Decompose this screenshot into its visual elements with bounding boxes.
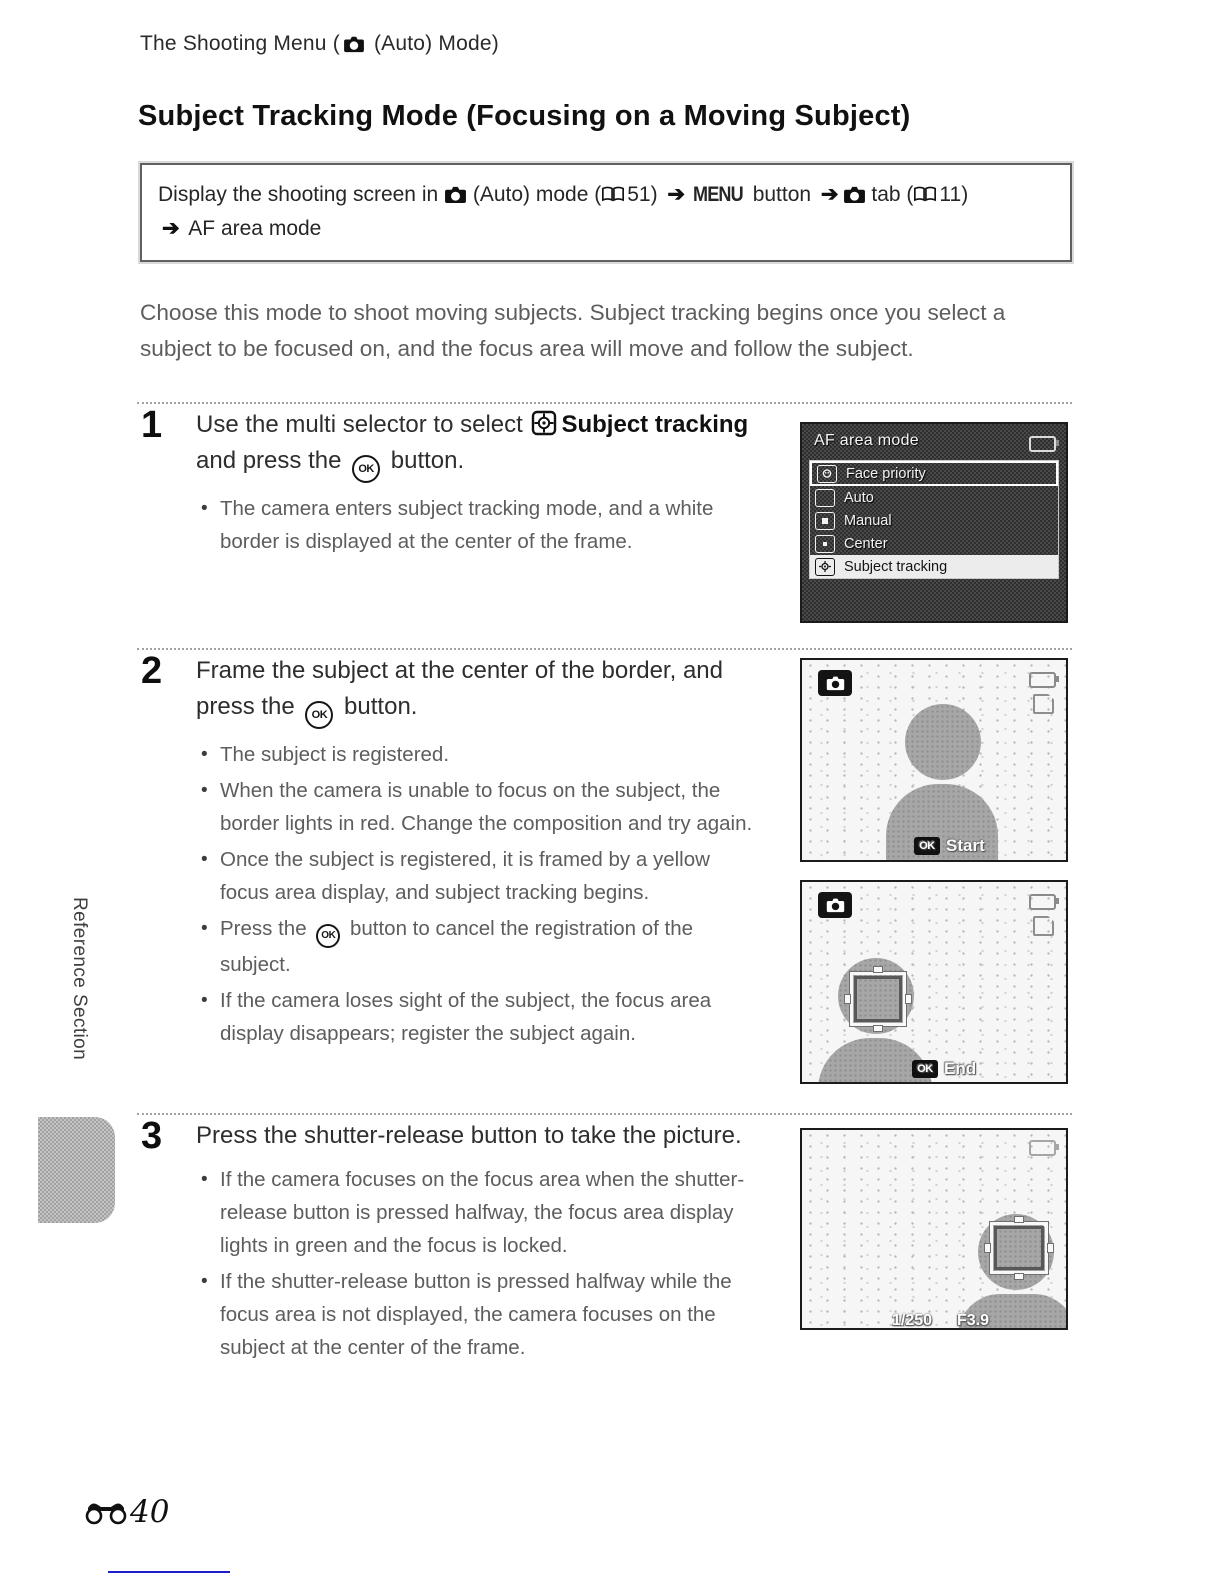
shutter-speed-value: 1/250 <box>892 1312 933 1329</box>
step-2-bullets <box>196 738 756 1050</box>
ok-button-label: OK <box>358 463 374 475</box>
bullet-text: If the camera focuses on the focus area when the shutter-release button is pressed halfway, the focus area display lights in green and the focus is locked. <box>220 1168 745 1257</box>
focus-frame-notch <box>984 1243 991 1253</box>
focus-frame-notch <box>873 1025 883 1032</box>
step-2-title <box>196 653 756 729</box>
ok-button-label: OK <box>321 930 336 941</box>
step-divider <box>137 1113 1072 1115</box>
footer-rule <box>108 1571 230 1573</box>
menu-item-label: Auto <box>844 489 874 506</box>
menu-item-subject-tracking <box>810 555 1058 578</box>
reference-section-icon <box>84 1498 128 1526</box>
focus-corner-bracket <box>915 720 931 734</box>
step-3-title <box>196 1118 756 1154</box>
procedure-line-2 <box>158 212 1054 246</box>
menu-screen <box>802 424 1066 621</box>
arrow-icon: ➔ <box>667 183 686 206</box>
bullet-item <box>220 738 756 771</box>
ok-button-icon <box>352 455 380 483</box>
procedure-box <box>140 163 1072 262</box>
ok-end-label <box>912 1059 976 1079</box>
camera-tab-icon <box>843 185 866 204</box>
focus-frame-notch <box>1047 1243 1054 1253</box>
bullet-text: The camera enters subject tracking mode, and a white border is displayed at the center of the frame. <box>220 497 714 553</box>
step-title-text: Use the multi selector to select <box>196 411 530 438</box>
procedure-text: button <box>746 183 817 206</box>
bullet-text: If the camera loses sight of the subject, the focus area display disappears; register the subject again. <box>220 988 712 1045</box>
focus-area-frame <box>850 972 906 1026</box>
page-ref: 11 <box>939 183 962 206</box>
intro-paragraph: Choose this mode to shoot moving subjects. Subject tracking begins once you select a subject to be focused on, and the focus area will move and follow the subject. <box>140 299 1006 361</box>
center-icon <box>815 535 835 553</box>
bullet-item <box>220 984 756 1050</box>
page-number <box>84 1494 169 1530</box>
menu-button-label: MENU <box>693 183 743 206</box>
step-title-text: and press the <box>196 447 349 474</box>
bullet-text: If the shutter-release button is pressed halfway while the focus area is not displayed, the camera focuses on the subject at the center of the frame. <box>220 1270 732 1359</box>
menu-item-label: Manual <box>844 512 892 529</box>
menu-item-label: Center <box>844 535 888 552</box>
step-1-bullets <box>196 492 756 558</box>
bullet-text: Press the <box>220 917 313 940</box>
shooting-mode-icon <box>818 670 852 696</box>
procedure-text: ) <box>650 183 664 206</box>
camera-screen <box>802 660 1066 860</box>
af-area-mode-menu-screenshot <box>800 422 1068 623</box>
ok-start-label <box>914 836 985 856</box>
procedure-text: (Auto) mode ( <box>467 183 602 206</box>
face-priority-icon <box>817 465 837 483</box>
ok-button-icon: OK <box>912 1060 938 1078</box>
focus-frame-notch <box>905 994 912 1004</box>
running-header-pre: The Shooting Menu ( <box>140 32 340 55</box>
procedure-text: ) <box>961 183 969 206</box>
camera-screen <box>802 1130 1066 1328</box>
ok-button-icon <box>316 924 340 948</box>
menu-item-label: Face priority <box>846 465 926 482</box>
step-number: 2 <box>141 650 163 692</box>
focus-corner-bracket <box>957 720 973 734</box>
arrow-icon: ➔ <box>820 183 839 206</box>
page-title: Subject Tracking Mode (Focusing on a Moving Subject) <box>138 100 911 132</box>
menu-item-manual <box>810 509 1058 532</box>
step-2 <box>196 653 756 1053</box>
bullet-text: The subject is registered. <box>220 743 450 766</box>
procedure-line-1 <box>158 178 1054 212</box>
shooting-mode-icon <box>818 892 852 918</box>
focus-area-frame <box>990 1222 1048 1274</box>
bullet-item <box>220 912 756 981</box>
tracking-end-screenshot <box>800 880 1068 1084</box>
bullet-text: When the camera is unable to focus on the subject, the border lights in red. Change the composition and try again. <box>220 779 753 835</box>
menu-list <box>809 460 1059 579</box>
bullet-item <box>220 1163 756 1262</box>
step-divider <box>137 648 1072 650</box>
chapter-tab <box>38 1117 115 1223</box>
step-1 <box>196 407 756 561</box>
focus-border-brackets <box>915 720 973 768</box>
bullet-text: Once the subject is registered, it is framed by a yellow focus area display, and subject tracking begins. <box>220 848 710 904</box>
focus-frame-notch <box>873 966 883 973</box>
step-title-text: button. <box>384 447 465 474</box>
step-title-text: Press the shutter-release button to take the picture. <box>196 1122 742 1149</box>
bullet-item <box>220 843 756 909</box>
end-label: End <box>944 1059 977 1078</box>
step-title-text: button. <box>337 693 418 720</box>
procedure-text: AF area mode <box>183 217 322 240</box>
tracking-target-icon <box>815 558 835 576</box>
running-header <box>140 32 499 56</box>
procedure-text: tab ( <box>865 183 914 206</box>
subject-tracking-icon <box>531 410 557 436</box>
menu-item-face-priority <box>810 461 1058 486</box>
bullet-text: button to cancel the registration of the subject. <box>220 917 694 976</box>
bullet-item <box>220 774 756 840</box>
running-header-post: (Auto) Mode) <box>367 32 499 55</box>
focus-frame-notch <box>1014 1273 1024 1280</box>
manual-icon <box>815 512 835 530</box>
step-3 <box>196 1118 756 1367</box>
aperture-value: F3.9 <box>957 1312 990 1329</box>
focus-corner-bracket <box>957 754 973 768</box>
arrow-icon: ➔ <box>162 217 180 240</box>
step-1-title <box>196 407 756 483</box>
ok-button-icon: OK <box>914 837 940 855</box>
open-book-icon <box>913 186 937 203</box>
procedure-text: Display the shooting screen in <box>158 183 444 206</box>
camera-screen <box>802 882 1066 1082</box>
auto-icon <box>815 489 835 507</box>
ok-button-icon <box>305 701 333 729</box>
menu-item-center <box>810 532 1058 555</box>
step-title-text: Frame the subject at the center of the border, and press the <box>196 657 723 720</box>
step-divider <box>137 402 1072 404</box>
step-number: 3 <box>141 1115 163 1157</box>
menu-item-auto <box>810 486 1058 509</box>
battery-icon <box>1029 672 1056 688</box>
page-ref: 51 <box>627 183 651 206</box>
bullet-item <box>220 1265 756 1364</box>
section-label: Reference Section <box>69 897 90 1061</box>
tracking-start-screenshot <box>800 658 1068 862</box>
step-number: 1 <box>141 404 163 446</box>
memory-card-icon <box>1033 694 1054 714</box>
step-3-bullets <box>196 1163 756 1364</box>
bullet-item <box>220 492 756 558</box>
open-book-icon <box>601 186 625 203</box>
shooting-screenshot <box>800 1128 1068 1330</box>
battery-icon <box>1029 436 1056 452</box>
ok-button-label: OK <box>311 709 328 721</box>
focus-frame-notch <box>1014 1216 1024 1223</box>
focus-corner-bracket <box>915 754 931 768</box>
battery-icon <box>1029 894 1056 910</box>
focus-frame-notch <box>844 994 851 1004</box>
step-title-bold: Subject tracking <box>561 411 749 438</box>
start-label: Start <box>946 836 985 855</box>
memory-card-icon <box>1033 916 1054 936</box>
menu-title: AF area mode <box>814 432 919 449</box>
page-number-value: 40 <box>130 1494 170 1530</box>
camera-icon <box>343 35 365 53</box>
battery-icon <box>1029 1140 1056 1156</box>
camera-icon <box>444 185 467 204</box>
menu-item-label: Subject tracking <box>844 558 948 575</box>
